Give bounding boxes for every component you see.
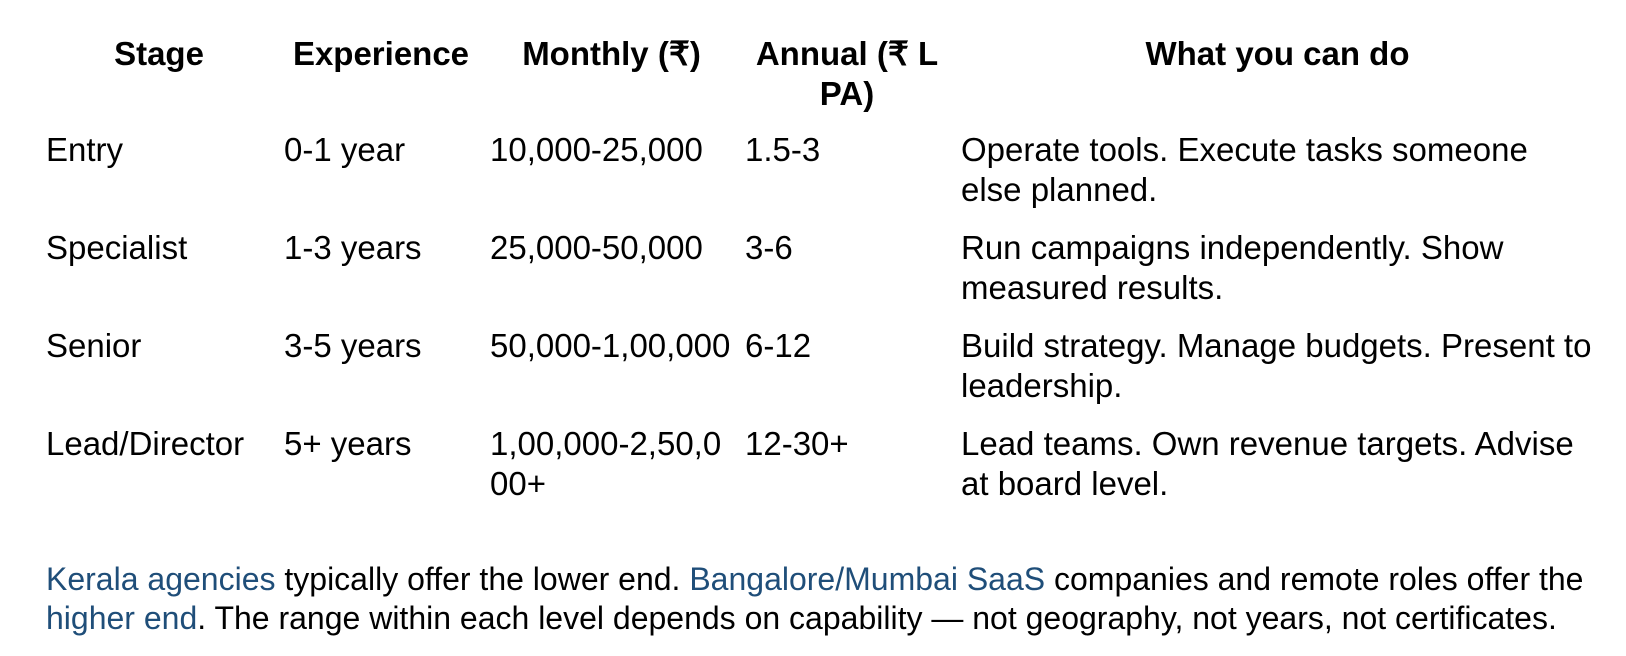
note-text-1: typically offer the lower end.: [275, 561, 690, 597]
header-what-you-can-do: What you can do: [1145, 35, 1410, 72]
table-row: [40, 420, 1600, 518]
note-text-2: companies and remote roles offer the: [1045, 561, 1584, 597]
cell-stage: Lead/Director: [46, 425, 245, 462]
table-row: [40, 126, 1600, 224]
cell-experience: 3-5 years: [284, 327, 422, 364]
cell-what-you-can-do: Run campaigns independently. Show measured results.: [961, 229, 1504, 306]
cell-monthly: 10,000-25,000: [490, 131, 703, 168]
bangalore-mumbai-saas-link[interactable]: Bangalore/Mumbai SaaS: [689, 561, 1046, 597]
header-experience: Experience: [292, 35, 470, 72]
cell-monthly: 50,000-1,00,000: [490, 327, 731, 364]
footnote-paragraph: [46, 560, 1606, 638]
header-stage: Stage: [114, 35, 204, 72]
kerala-agencies-link[interactable]: Kerala agencies: [46, 561, 276, 597]
cell-monthly: 1,00,000-2,50,000+: [490, 425, 722, 502]
cell-experience: 5+ years: [284, 425, 412, 462]
table-header-row: [40, 24, 1600, 126]
cell-annual: 12-30+: [745, 425, 849, 462]
cell-annual: 6-12: [745, 327, 812, 364]
cell-what-you-can-do: Build strategy. Manage budgets. Present to leadership.: [961, 327, 1592, 404]
cell-stage: Senior: [46, 327, 142, 364]
cell-annual: 1.5-3: [745, 131, 821, 168]
note-text-3: . The range within each level depends on capability — not geography, not years, not certificates.: [197, 600, 1557, 636]
cell-experience: 0-1 year: [284, 131, 406, 168]
cell-what-you-can-do: Lead teams. Own revenue targets. Advise at board level.: [961, 425, 1574, 502]
cell-monthly: 25,000-50,000: [490, 229, 703, 266]
cell-what-you-can-do: Operate tools. Execute tasks someone else planned.: [961, 131, 1528, 208]
table-row: [40, 322, 1600, 420]
cell-experience: 1-3 years: [284, 229, 422, 266]
header-annual: Annual (₹ LPA): [755, 35, 939, 112]
higher-end-link[interactable]: higher end: [46, 600, 198, 636]
salary-stage-table: [40, 24, 1600, 518]
cell-annual: 3-6: [745, 229, 793, 266]
table-row: [40, 224, 1600, 322]
header-monthly: Monthly (₹): [522, 35, 701, 72]
cell-stage: Entry: [46, 131, 124, 168]
cell-stage: Specialist: [46, 229, 188, 266]
